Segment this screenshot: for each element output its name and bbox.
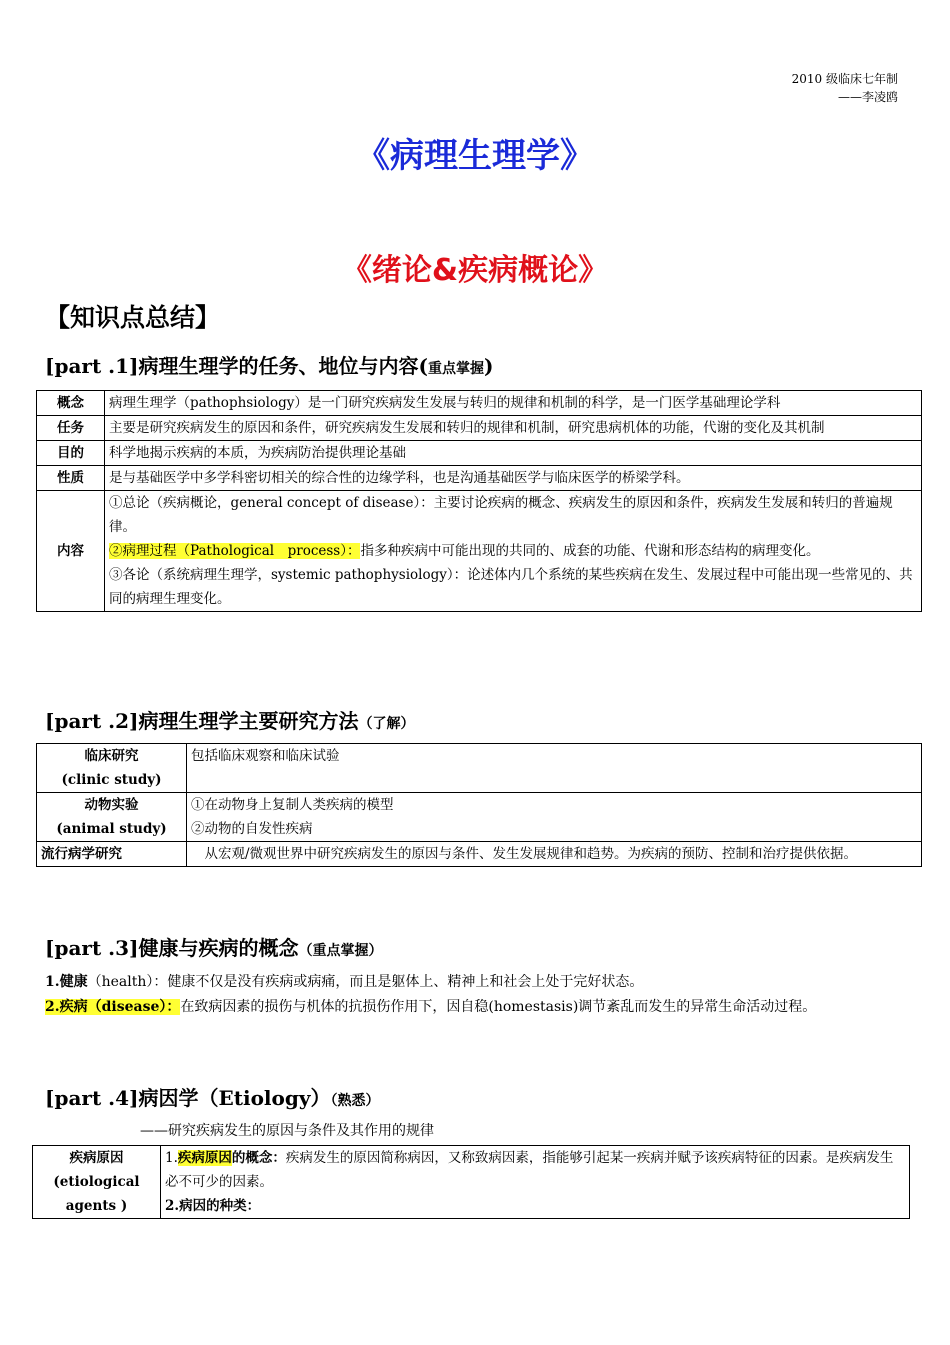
row-value-line: 包括临床观察和临床试验 <box>191 748 340 764</box>
content-pathological-text: 指多种疾病中可能出现的共同的、成套的功能、代谢和形态结构的病理变化。 <box>360 543 820 559</box>
row-key-en: (etiological <box>53 1174 140 1190</box>
row-key-en: agents ) <box>65 1198 128 1214</box>
part3-heading <box>45 932 383 961</box>
row-value <box>187 744 922 793</box>
part2-tag: （了解） <box>358 716 415 732</box>
content-systemic: ③各论（系统病理生理学，systemic pathophysiology）：论述体内几个系统的某些疾病在发生、发展过程中可能出现一些常见的、共同的病理生理变化。 <box>109 567 913 607</box>
row-value: 是与基础医学中多学科密切相关的综合性的边缘学科，也是沟通基础医学与临床医学的桥梁学科。 <box>105 466 922 491</box>
row-key-en: (animal study) <box>56 821 167 837</box>
table-row <box>37 441 922 466</box>
part4-table <box>32 1145 910 1219</box>
row-value <box>187 793 922 842</box>
row-value <box>105 491 922 612</box>
table-row <box>37 491 922 612</box>
table-row <box>37 416 922 441</box>
table-row <box>37 466 922 491</box>
part1-tag: 重点掌握 <box>427 361 484 377</box>
concept-label: 的概念： <box>231 1150 286 1166</box>
disease-text: 在致病因素的损伤与机体的抗损伤作用下，因自稳(homestasis)调节紊乱而发生的异常生命活动过程。 <box>180 999 817 1015</box>
health-text: （health）：健康不仅是没有疾病或病痛，而且是躯体上、精神上和社会上处于完好状态。 <box>87 974 644 990</box>
health-definition <box>45 970 900 995</box>
row-key: 概念 <box>37 391 105 416</box>
part2-table <box>36 743 922 867</box>
part1-title: [part .1]病理生理学的任务、地位与内容( <box>45 354 428 378</box>
row-value-line: ②动物的自发性疾病 <box>191 821 313 837</box>
concept-text: 疾病发生的原因简称病因，又称致病因素，指能够引起某一疾病并赋予该疾病特征的因素。是疾病发生必不可少的因素。 <box>165 1150 894 1190</box>
part1-close: ) <box>483 354 494 378</box>
disease-definition <box>45 995 900 1020</box>
item-number: 1. <box>165 1150 178 1166</box>
row-key-en: (clinic study) <box>61 772 162 788</box>
highlight-text: ②病理过程（Pathological process）： <box>109 543 361 559</box>
table-row <box>37 793 922 842</box>
row-value <box>161 1146 910 1219</box>
author-note-class: 2010 级临床七年制 <box>791 72 898 86</box>
author-note-name: ——李凌鸥 <box>837 90 898 104</box>
health-label: 1.健康 <box>45 974 88 990</box>
row-key: 内容 <box>37 491 105 612</box>
content-general: ①总论（疾病概论，general concept of disease）：主要讨论疾病的概念、疾病发生的原因和条件，疾病发生发展和转归的普遍规律。 <box>109 495 893 535</box>
table-row <box>37 391 922 416</box>
table-row <box>33 1146 910 1219</box>
part2-title: [part .2]病理生理学主要研究方法 <box>45 709 359 733</box>
etiology-types: 2.病因的种类： <box>165 1198 261 1214</box>
table-row <box>37 842 922 867</box>
chapter-title: 《绪论&疾病概论》 <box>341 253 609 288</box>
part3-tag: （重点掌握） <box>298 943 383 959</box>
row-value: 主要是研究疾病发生的原因和条件，研究疾病发生发展和转归的规律和机制，研究患病机体的功能，代谢的变化及其机制 <box>105 416 922 441</box>
part4-title: [part .4]病因学（Etiology） <box>45 1086 331 1110</box>
part3-title: [part .3]健康与疾病的概念 <box>45 936 299 960</box>
document-title: 《病理生理学》 <box>356 136 594 176</box>
part1-heading <box>45 350 493 379</box>
row-value-line: ①在动物身上复制人类疾病的模型 <box>191 797 394 813</box>
part4-tag: （熟悉） <box>330 1093 380 1109</box>
part2-heading <box>45 705 415 734</box>
table-row <box>37 744 922 793</box>
author-note <box>792 70 898 106</box>
row-key <box>33 1146 161 1219</box>
part1-table <box>36 390 922 612</box>
row-key <box>37 793 187 842</box>
row-key <box>37 744 187 793</box>
row-value: 从宏观/微观世界中研究疾病发生的原因与条件、发生发展规律和趋势。为疾病的预防、控制和治疗提供依据。 <box>187 842 922 867</box>
row-key: 目的 <box>37 441 105 466</box>
row-key: 流行病学研究 <box>37 842 187 867</box>
row-value: 科学地揭示疾病的本质，为疾病防治提供理论基础 <box>105 441 922 466</box>
row-key-cn: 动物实验 <box>84 797 139 813</box>
row-value: 病理生理学（pathophsiology）是一门研究疾病发生发展与转归的规律和机制的科学，是一门医学基础理论学科 <box>105 391 922 416</box>
part4-subtitle: ——研究疾病发生的原因与条件及其作用的规律 <box>140 1123 434 1139</box>
highlight-text: 疾病原因 <box>177 1150 232 1166</box>
row-key: 任务 <box>37 416 105 441</box>
etiology-concept <box>165 1146 905 1194</box>
disease-label: 2.疾病（disease）： <box>45 999 181 1015</box>
row-key-cn: 疾病原因 <box>69 1150 124 1166</box>
row-key: 性质 <box>37 466 105 491</box>
section-heading: 【知识点总结】 <box>45 303 221 332</box>
content-pathological <box>109 539 917 563</box>
row-key-cn: 临床研究 <box>84 748 139 764</box>
part4-heading <box>45 1082 379 1111</box>
